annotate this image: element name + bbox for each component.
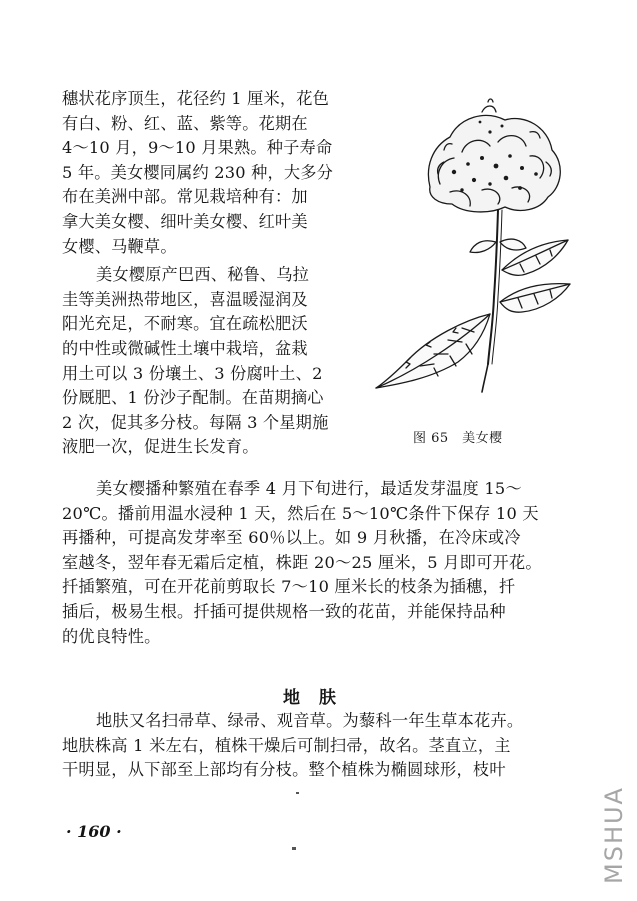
text-line: 插后，极易生根。扦插可提供规格一致的花苗，并能保持品种 <box>62 601 506 621</box>
text-line: 室越冬，翌年春无霜后定植，株距 20～25 厘米，5 月即可开花。 <box>62 552 542 572</box>
text-line: 地肤株高 1 米左右，植株干燥后可制扫帚，故名。茎直立，主 <box>62 735 511 755</box>
paragraph-propagation <box>62 477 582 649</box>
text-line: 再播种，可提高发芽率至 60％以上。如 9 月秋播，在冷床或冷 <box>62 528 521 548</box>
text-line: 美女樱播种繁殖在春季 4 月下旬进行，最适发芽温度 15～ <box>96 479 522 498</box>
text-line: 美女樱原产巴西、秘鲁、乌拉 <box>96 265 310 285</box>
text-line: 4～10 月，9～10 月果熟。种子寿命 <box>62 138 333 158</box>
text-line: 用土可以 3 份壤土、3 份腐叶土、2 <box>62 363 323 383</box>
left-text-column <box>62 87 362 460</box>
flower-head <box>428 99 560 212</box>
text-line: 圭等美洲热带地区，喜温暖湿润及 <box>62 289 308 309</box>
text-line: 20℃。播前用温水浸种 1 天，然后在 5～10℃条件下保存 10 天 <box>62 503 539 523</box>
paragraph-flower-description <box>62 87 362 259</box>
text-line: 2 次，促其多分枝。每隔 3 个星期施 <box>62 412 329 432</box>
page-number: · 160 · <box>66 822 122 841</box>
watermark <box>597 780 631 890</box>
text-line: 女樱、马鞭草。 <box>62 236 177 256</box>
figure-caption: 图 65 美女樱 <box>413 431 503 446</box>
text-line: 份厩肥、1 份沙子配制。在苗期摘心 <box>62 388 324 408</box>
verbena-illustration <box>370 92 585 402</box>
text-line: 穗状花序顶生，花径约 1 厘米，花色 <box>62 89 330 108</box>
text-line: 干明显，从下部至上部均有分枝。整个植株为椭圆球形，枝叶 <box>62 760 506 780</box>
section-title: 地 肤 <box>283 688 337 708</box>
text-line: 扦插繁殖，可在开花前剪取长 7～10 厘米长的枝条为插穗，扦 <box>62 577 516 597</box>
text-line: 液肥一次，促进生长发育。 <box>62 437 259 457</box>
text-line: 的优良特性。 <box>62 626 161 646</box>
leaf-right-lower <box>500 284 570 313</box>
paragraph-habitat-cultivation <box>62 263 362 460</box>
text-line: 拿大美女樱、细叶美女樱、红叶美 <box>62 211 308 231</box>
watermark-text: MSHUA <box>600 786 629 884</box>
flower-stalk <box>494 210 498 297</box>
text-line: 阳光充足，不耐寒。宜在疏松肥沃 <box>62 314 308 334</box>
text-line: 的中性或微碱性土壤中栽培，盆栽 <box>62 338 308 358</box>
scan-speck <box>296 792 299 794</box>
paragraph-kochia <box>62 709 582 783</box>
text-line: 布在美洲中部。常见栽培种有：加 <box>62 187 308 207</box>
text-line: 地肤又名扫帚草、绿帚、观音草。为藜科一年生草本花卉。 <box>96 711 524 730</box>
text-line: 5 年。美女樱同属约 230 种，大多分 <box>62 162 334 182</box>
scan-speck <box>292 847 296 850</box>
text-line: 有白、粉、红、蓝、紫等。花期在 <box>62 113 308 133</box>
leaf-left <box>376 314 490 388</box>
